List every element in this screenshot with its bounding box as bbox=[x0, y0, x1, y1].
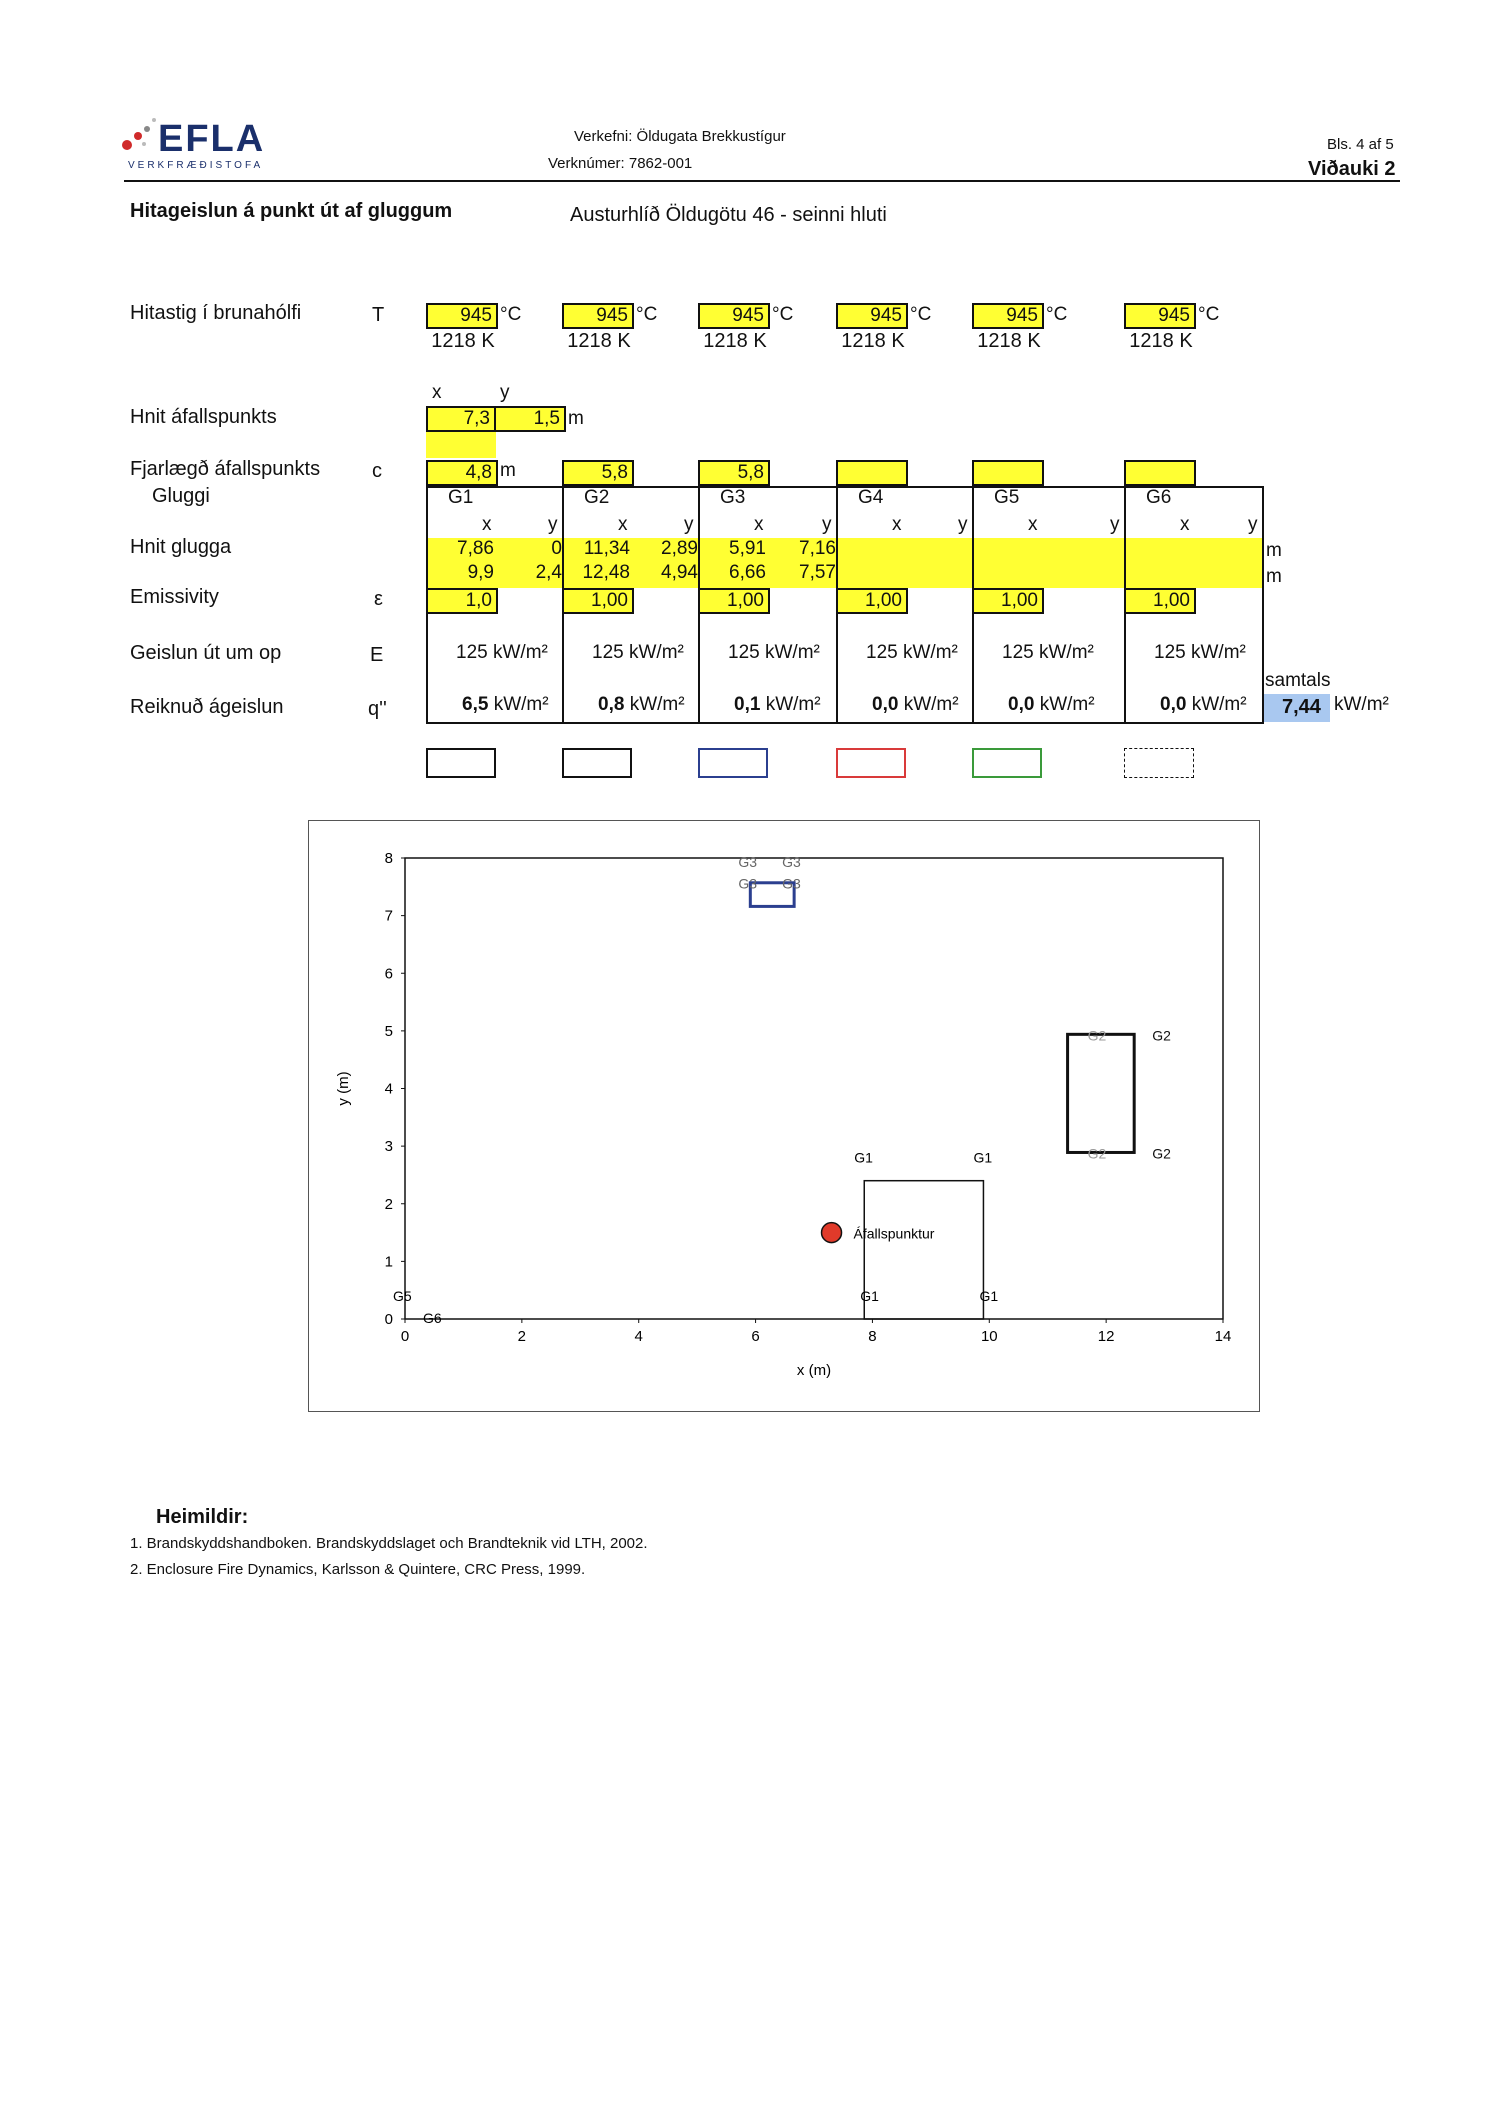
q-unit: kW/m² bbox=[1191, 694, 1247, 715]
col-x-header: x bbox=[1028, 514, 1038, 535]
q-G4 bbox=[872, 694, 959, 716]
corner-label-g3: G3 bbox=[782, 854, 801, 870]
project-number: Verknúmer: 7862-001 bbox=[548, 155, 693, 172]
page-number: Bls. 4 af 5 bbox=[1327, 136, 1394, 153]
col-x-header: x bbox=[482, 514, 492, 535]
col-x-header: x bbox=[618, 514, 628, 535]
window-name-G1: G1 bbox=[448, 487, 474, 508]
coord-x2-G1[interactable]: 9,9 bbox=[467, 562, 494, 583]
radiation-unit: kW/m² bbox=[764, 642, 820, 663]
radiation-G4 bbox=[866, 642, 958, 664]
col-y-header: y bbox=[958, 514, 968, 535]
window-rect-g2 bbox=[1068, 1034, 1135, 1152]
radiation-unit: kW/m² bbox=[628, 642, 684, 663]
label-radiation: Geislun út um op bbox=[130, 642, 282, 664]
target-y-value[interactable]: 1,5 bbox=[494, 406, 566, 432]
temp-c-G5[interactable]: 945 bbox=[972, 303, 1044, 329]
corner-label-g2: G2 bbox=[1152, 1145, 1171, 1162]
corner-label-g2: G2 bbox=[1087, 1027, 1107, 1044]
emissivity-G6[interactable]: 1,00 bbox=[1124, 588, 1196, 614]
legend-box-G6 bbox=[1124, 748, 1194, 778]
temp-k-G5 bbox=[964, 330, 1054, 353]
temp-k-G2 bbox=[554, 330, 644, 353]
coord-y1-G3[interactable]: 7,16 bbox=[799, 538, 836, 559]
q-G3 bbox=[734, 694, 821, 716]
target-x-value[interactable]: 7,3 bbox=[426, 406, 496, 432]
y-tick-label: 6 bbox=[384, 965, 393, 983]
y-tick-label: 1 bbox=[384, 1253, 393, 1271]
q-unit: kW/m² bbox=[903, 694, 959, 715]
coord-y2-G2[interactable]: 4,94 bbox=[661, 562, 698, 583]
label-emissivity: Emissivity bbox=[130, 586, 219, 608]
label-target-coord: Hnit áfallspunkts bbox=[130, 406, 277, 428]
y-tick-label: 3 bbox=[384, 1138, 393, 1156]
coord-y2-G1[interactable]: 2,4 bbox=[535, 562, 562, 583]
y-tick-label: 8 bbox=[384, 850, 393, 867]
q-G1 bbox=[462, 694, 549, 716]
corner-label-g3: G3 bbox=[782, 875, 801, 892]
legend-box-G4 bbox=[836, 748, 906, 778]
temp-k-value: 1218 bbox=[703, 330, 748, 352]
temp-k-value: 1218 bbox=[431, 330, 476, 352]
target-point-label: Áfallspunktur bbox=[853, 1225, 935, 1242]
x-tick-label: 6 bbox=[751, 1328, 760, 1345]
q-unit: kW/m² bbox=[765, 694, 821, 715]
temp-c-unit: °C bbox=[772, 304, 794, 325]
x-tick-label: 0 bbox=[400, 1328, 410, 1345]
temp-c-unit: °C bbox=[910, 304, 932, 325]
temp-k-G4 bbox=[828, 330, 918, 353]
temp-c-G4[interactable]: 945 bbox=[836, 303, 908, 329]
temp-c-unit: °C bbox=[1198, 304, 1220, 325]
emissivity-G3[interactable]: 1,00 bbox=[698, 588, 770, 614]
radiation-G6 bbox=[1154, 642, 1246, 664]
temp-k-unit: K bbox=[891, 330, 905, 352]
target-x-header: x bbox=[432, 382, 442, 403]
temp-k-G6 bbox=[1116, 330, 1206, 353]
references-title: Heimildir: bbox=[156, 1506, 249, 1528]
total-value: 7,44 bbox=[1282, 696, 1321, 718]
appendix-label: Viðauki 2 bbox=[1308, 158, 1396, 180]
coord-y1-G2[interactable]: 2,89 bbox=[661, 538, 698, 559]
window-coord-fill-G5 bbox=[974, 538, 1124, 588]
y-tick-label: 0 bbox=[384, 1311, 393, 1328]
coord-x2-G3[interactable]: 6,66 bbox=[729, 562, 766, 583]
label-window: Gluggi bbox=[152, 485, 210, 507]
page-subtitle: Austurhlíð Öldugötu 46 - seinni hluti bbox=[570, 204, 887, 226]
page-title: Hitageislun á punkt út af gluggum bbox=[130, 200, 453, 222]
x-tick-label: 4 bbox=[634, 1328, 643, 1345]
temp-k-unit: K bbox=[753, 330, 767, 352]
header-rule bbox=[124, 180, 1400, 182]
symbol-distance: c bbox=[372, 460, 382, 482]
temp-k-unit: K bbox=[617, 330, 631, 352]
distance-G3[interactable]: 5,8 bbox=[698, 460, 770, 486]
distance-G4[interactable] bbox=[836, 460, 908, 486]
q-value: 6,5 bbox=[462, 694, 489, 715]
legend-box-G3 bbox=[698, 748, 768, 778]
q-value: 0,1 bbox=[734, 694, 761, 715]
y-tick-label: 7 bbox=[384, 907, 393, 925]
radiation-value: 125 bbox=[456, 642, 488, 663]
x-tick-label: 10 bbox=[980, 1328, 998, 1345]
radiation-unit: kW/m² bbox=[1038, 642, 1094, 663]
temp-k-value: 1218 bbox=[841, 330, 886, 352]
distance-G6[interactable] bbox=[1124, 460, 1196, 486]
y-tick-label: 5 bbox=[384, 1022, 393, 1040]
radiation-G2 bbox=[592, 642, 684, 664]
q-G5 bbox=[1008, 694, 1095, 716]
corner-label-g1: G1 bbox=[860, 1288, 879, 1304]
legend-box-G5 bbox=[972, 748, 1042, 778]
distance-unit: m bbox=[500, 460, 516, 481]
col-y-header: y bbox=[1110, 514, 1120, 535]
corner-label-g1: G1 bbox=[854, 1149, 873, 1166]
window-rect-g1 bbox=[864, 1181, 983, 1319]
corner-label-g3: G3 bbox=[738, 854, 758, 870]
logo-subtitle: VERKFRÆÐISTOFA bbox=[128, 160, 264, 171]
radiation-value: 125 bbox=[592, 642, 624, 663]
temp-c-G3[interactable]: 945 bbox=[698, 303, 770, 329]
corner-label-g3: G3 bbox=[738, 875, 758, 892]
temp-k-value: 1218 bbox=[977, 330, 1022, 352]
window-coord-fill-G6 bbox=[1126, 538, 1262, 588]
y-tick-label: 4 bbox=[384, 1080, 393, 1098]
distance-G1[interactable]: 4,8 bbox=[426, 460, 498, 486]
radiation-G1 bbox=[456, 642, 548, 664]
coord-x1-G1[interactable]: 7,86 bbox=[457, 538, 494, 559]
emissivity-G1[interactable]: 1,0 bbox=[426, 588, 498, 614]
radiation-value: 125 bbox=[866, 642, 898, 663]
coord-unit-1: m bbox=[1266, 540, 1282, 561]
temp-c-G1[interactable]: 945 bbox=[426, 303, 498, 329]
corner-label-g6: G6 bbox=[423, 1310, 442, 1326]
project-label: Verkefni: Öldugata Brekkustígur bbox=[574, 128, 786, 145]
label-distance: Fjarlægð áfallspunkts bbox=[130, 458, 321, 480]
radiation-G3 bbox=[728, 642, 820, 664]
logo: EFLA bbox=[158, 118, 266, 160]
col-y-header: y bbox=[548, 514, 558, 535]
q-unit: kW/m² bbox=[493, 694, 549, 715]
q-unit: kW/m² bbox=[1039, 694, 1095, 715]
total-label: samtals bbox=[1265, 670, 1331, 691]
radiation-unit: kW/m² bbox=[1190, 642, 1246, 663]
col-y-header: y bbox=[1248, 514, 1258, 535]
coord-x2-G2[interactable]: 12,48 bbox=[582, 562, 630, 583]
x-tick-label: 2 bbox=[517, 1328, 527, 1345]
plot-area bbox=[405, 858, 1223, 1319]
label-window-coord: Hnit glugga bbox=[130, 536, 232, 558]
temp-c-unit: °C bbox=[1046, 304, 1068, 325]
label-calc: Reiknuð ágeislun bbox=[130, 696, 284, 718]
radiation-unit: kW/m² bbox=[902, 642, 958, 663]
emissivity-G4[interactable]: 1,00 bbox=[836, 588, 908, 614]
col-x-header: x bbox=[1180, 514, 1190, 535]
target-fill bbox=[426, 432, 496, 458]
legend-box-G1 bbox=[426, 748, 496, 778]
q-value: 0,0 bbox=[1160, 694, 1187, 715]
x-tick-label: 8 bbox=[868, 1328, 877, 1345]
corner-label-g5: G5 bbox=[393, 1288, 412, 1304]
temp-k-G1 bbox=[418, 330, 508, 353]
q-value: 0,0 bbox=[872, 694, 899, 715]
temp-k-unit: K bbox=[1027, 330, 1041, 352]
total-unit: kW/m² bbox=[1334, 694, 1389, 715]
temp-k-G3 bbox=[690, 330, 780, 353]
col-y-header: y bbox=[684, 514, 694, 535]
window-name-G4: G4 bbox=[858, 487, 884, 508]
q-value: 0,0 bbox=[1008, 694, 1035, 715]
q-G2 bbox=[598, 694, 685, 716]
y-axis-label: y (m) bbox=[335, 1071, 352, 1106]
temp-k-unit: K bbox=[1179, 330, 1193, 352]
target-y-header: y bbox=[500, 382, 510, 403]
window-name-G3: G3 bbox=[720, 487, 746, 508]
temp-k-value: 1218 bbox=[567, 330, 612, 352]
corner-label-g2: G2 bbox=[1152, 1027, 1171, 1044]
window-position-chart bbox=[308, 820, 1260, 1412]
target-point bbox=[822, 1223, 842, 1243]
corner-label-g1: G1 bbox=[979, 1288, 999, 1304]
reference-2: 2. Enclosure Fire Dynamics, Karlsson & Quintere, CRC Press, 1999. bbox=[130, 1561, 586, 1578]
temp-c-G2[interactable]: 945 bbox=[562, 303, 634, 329]
radiation-unit: kW/m² bbox=[492, 642, 548, 663]
x-tick-label: 14 bbox=[1214, 1328, 1232, 1345]
x-tick-label: 12 bbox=[1097, 1328, 1115, 1345]
temp-k-value: 1218 bbox=[1129, 330, 1174, 352]
symbol-calc: q'' bbox=[368, 698, 387, 720]
window-name-G2: G2 bbox=[584, 487, 610, 508]
label-temperature: Hitastig í brunahólfi bbox=[130, 302, 302, 324]
radiation-value: 125 bbox=[1154, 642, 1186, 663]
distance-G2[interactable]: 5,8 bbox=[562, 460, 634, 486]
q-unit: kW/m² bbox=[629, 694, 685, 715]
y-tick-label: 2 bbox=[384, 1195, 393, 1213]
col-y-header: y bbox=[822, 514, 832, 535]
corner-label-g2: G2 bbox=[1087, 1145, 1107, 1162]
col-x-header: x bbox=[754, 514, 764, 535]
coord-x1-G2[interactable]: 11,34 bbox=[583, 538, 630, 559]
emissivity-G5[interactable]: 1,00 bbox=[972, 588, 1044, 614]
coord-y1-G1[interactable]: 0 bbox=[551, 538, 562, 559]
symbol-radiation: E bbox=[370, 644, 384, 666]
temp-c-G6[interactable]: 945 bbox=[1124, 303, 1196, 329]
temp-c-unit: °C bbox=[636, 304, 658, 325]
radiation-value: 125 bbox=[1002, 642, 1034, 663]
radiation-value: 125 bbox=[728, 642, 760, 663]
window-name-G6: G6 bbox=[1146, 487, 1172, 508]
logo-dots bbox=[122, 112, 162, 152]
emissivity-G2[interactable]: 1,00 bbox=[562, 588, 634, 614]
symbol-temperature: T bbox=[372, 304, 385, 326]
window-name-G5: G5 bbox=[994, 487, 1020, 508]
coord-y2-G3[interactable]: 7,57 bbox=[799, 562, 836, 583]
distance-G5[interactable] bbox=[972, 460, 1044, 486]
col-x-header: x bbox=[892, 514, 902, 535]
reference-1: 1. Brandskyddshandboken. Brandskyddslaget och Brandteknik vid LTH, 2002. bbox=[130, 1535, 648, 1552]
radiation-G5 bbox=[1002, 642, 1094, 664]
target-unit: m bbox=[568, 408, 584, 429]
q-value: 0,8 bbox=[598, 694, 625, 715]
q-G6 bbox=[1160, 694, 1247, 716]
temp-c-unit: °C bbox=[500, 304, 522, 325]
corner-label-g1: G1 bbox=[973, 1149, 993, 1166]
temp-k-unit: K bbox=[481, 330, 495, 352]
symbol-emissivity: ε bbox=[374, 588, 383, 610]
window-coord-fill-G4 bbox=[838, 538, 972, 588]
coord-unit-2: m bbox=[1266, 566, 1282, 587]
coord-x1-G3[interactable]: 5,91 bbox=[729, 538, 766, 559]
legend-box-G2 bbox=[562, 748, 632, 778]
x-axis-label: x (m) bbox=[796, 1362, 832, 1379]
